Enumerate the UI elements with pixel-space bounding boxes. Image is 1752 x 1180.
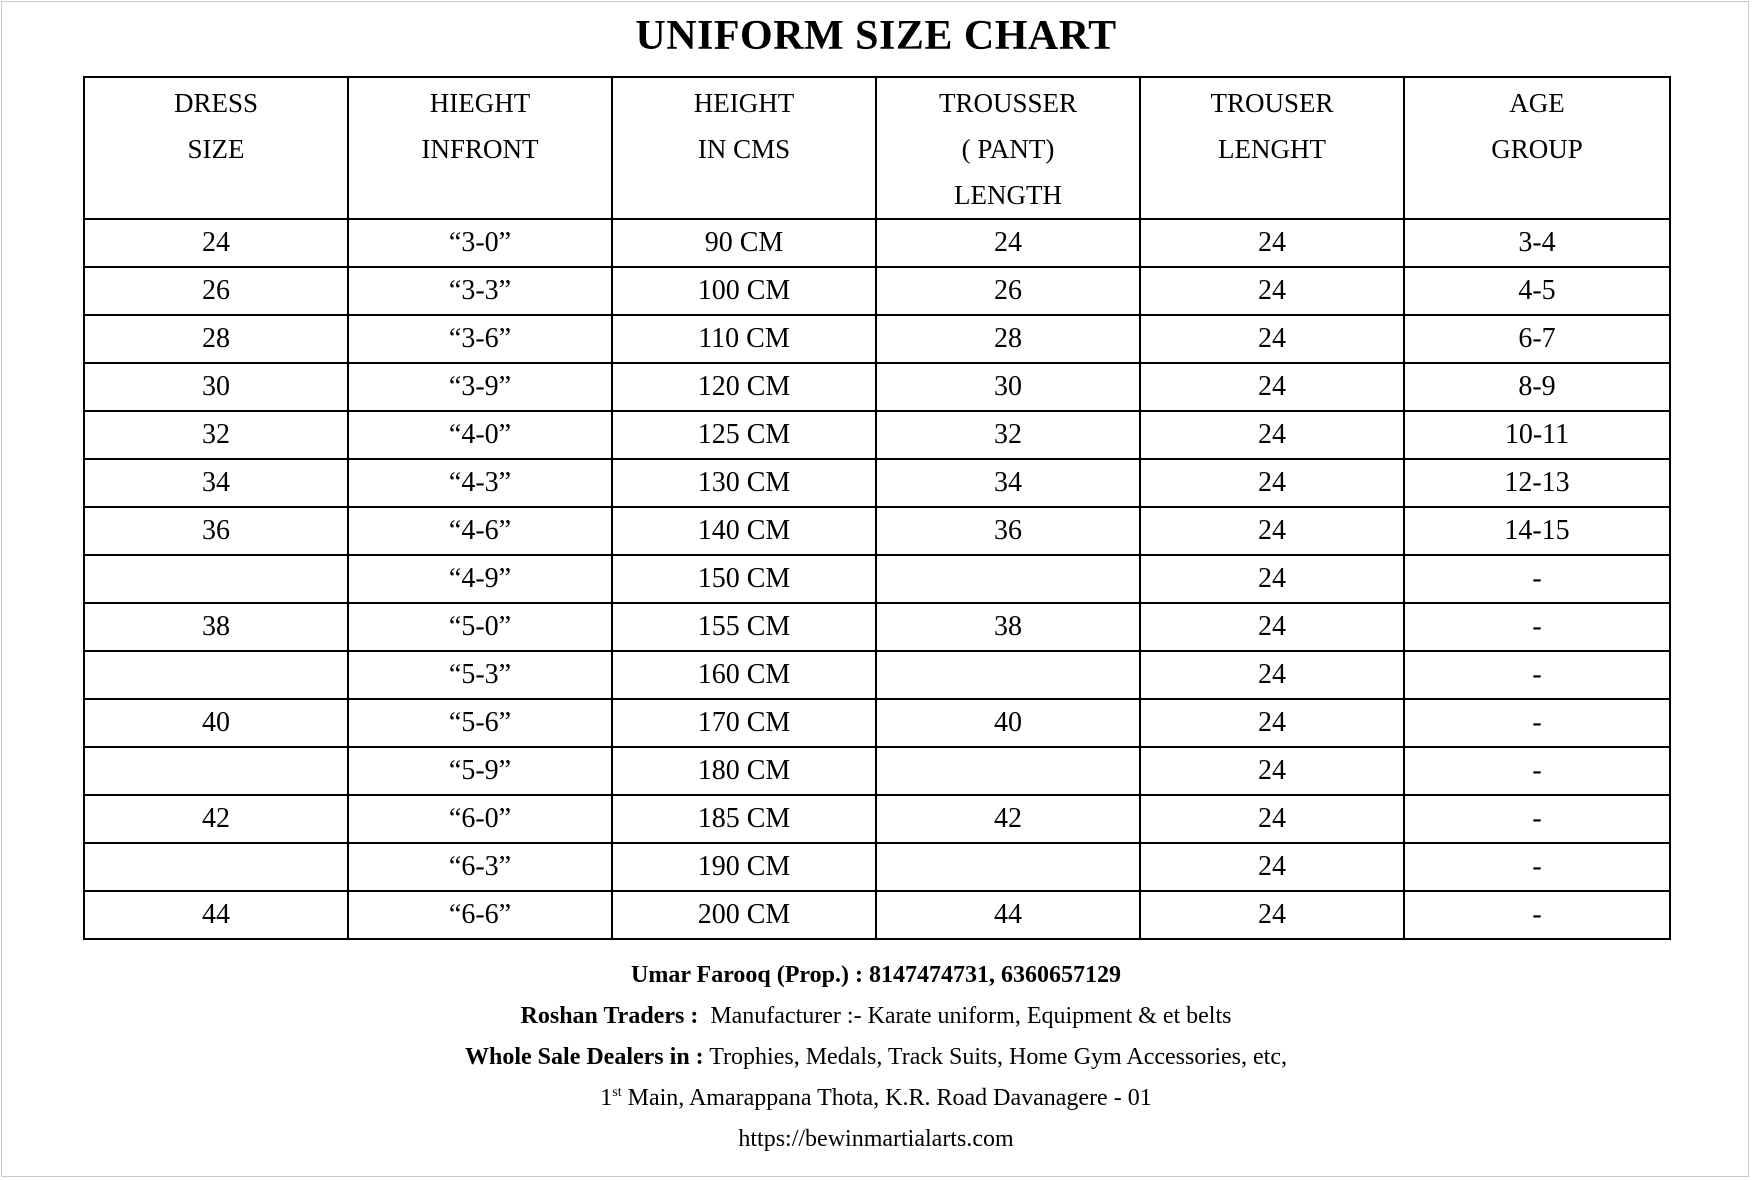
contact-footer: [0, 955, 1752, 1160]
table-row: [84, 603, 1670, 651]
table-row: [84, 651, 1670, 699]
table-row: [84, 699, 1670, 747]
table-cell: 32: [876, 411, 1140, 459]
column-header-line: INFRONT: [421, 134, 539, 164]
table-cell: 130 CM: [612, 459, 876, 507]
table-cell: 24: [1140, 315, 1404, 363]
table-cell: “6-3”: [348, 843, 612, 891]
table-cell: “3-3”: [348, 267, 612, 315]
table-cell: 24: [1140, 843, 1404, 891]
dealers-label: Whole Sale Dealers in :: [465, 1044, 704, 1070]
table-cell: 44: [876, 891, 1140, 939]
table-cell: 40: [876, 699, 1140, 747]
table-cell: “4-0”: [348, 411, 612, 459]
table-cell: 24: [1140, 411, 1404, 459]
table-cell: 36: [876, 507, 1140, 555]
proprietor-contact: Umar Farooq (Prop.) : 8147474731, 6360657129: [631, 962, 1121, 988]
table-cell: [84, 747, 348, 795]
table-cell: 6-7: [1404, 315, 1670, 363]
table-row: [84, 795, 1670, 843]
table-cell: 42: [84, 795, 348, 843]
table-cell: 28: [876, 315, 1140, 363]
table-cell: “3-6”: [348, 315, 612, 363]
table-cell: 24: [1140, 507, 1404, 555]
column-header-line: IN CMS: [697, 134, 791, 164]
table-cell: 3-4: [1404, 219, 1670, 267]
table-cell: 30: [84, 363, 348, 411]
proprietor-line: [0, 955, 1752, 996]
page-title: UNIFORM SIZE CHART: [635, 13, 1117, 59]
table-cell: [876, 843, 1140, 891]
column-header-line: TROUSSER: [938, 88, 1078, 118]
table-cell: -: [1404, 699, 1670, 747]
table-row: [84, 507, 1670, 555]
table-cell: “6-0”: [348, 795, 612, 843]
table-cell: “5-3”: [348, 651, 612, 699]
table-row: [84, 267, 1670, 315]
table-cell: 24: [1140, 459, 1404, 507]
table-cell: 34: [84, 459, 348, 507]
table-cell: 150 CM: [612, 555, 876, 603]
table-cell: 24: [876, 219, 1140, 267]
dealers-items: Trophies, Medals, Track Suits, Home Gym Accessories, etc,: [709, 1044, 1287, 1070]
table-cell: 160 CM: [612, 651, 876, 699]
table-cell: 26: [876, 267, 1140, 315]
table-header-row: [84, 77, 1670, 219]
table-cell: -: [1404, 603, 1670, 651]
table-cell: 12-13: [1404, 459, 1670, 507]
column-header-line: DRESS: [173, 88, 259, 118]
table-cell: “3-0”: [348, 219, 612, 267]
table-cell: 14-15: [1404, 507, 1670, 555]
table-row: [84, 891, 1670, 939]
table-body: [84, 219, 1670, 939]
table-cell: 24: [1140, 219, 1404, 267]
table-cell: 100 CM: [612, 267, 876, 315]
table-cell: [84, 843, 348, 891]
table-cell: 38: [84, 603, 348, 651]
table-row: [84, 555, 1670, 603]
table-cell: [876, 555, 1140, 603]
table-cell: 190 CM: [612, 843, 876, 891]
table-cell: 110 CM: [612, 315, 876, 363]
address-text: Main, Amarappana Thota, K.R. Road Davanagere - 01: [627, 1085, 1152, 1111]
table-cell: 34: [876, 459, 1140, 507]
table-cell: 90 CM: [612, 219, 876, 267]
table-row: [84, 219, 1670, 267]
table-cell: [876, 747, 1140, 795]
table-cell: 42: [876, 795, 1140, 843]
table-row: [84, 315, 1670, 363]
table-cell: 120 CM: [612, 363, 876, 411]
table-cell: “4-6”: [348, 507, 612, 555]
website-line: [0, 1119, 1752, 1160]
table-cell: 24: [1140, 555, 1404, 603]
table-cell: “4-9”: [348, 555, 612, 603]
table-cell: “6-6”: [348, 891, 612, 939]
table-cell: [876, 651, 1140, 699]
column-header: [612, 77, 876, 219]
table-cell: 10-11: [1404, 411, 1670, 459]
table-cell: 24: [1140, 363, 1404, 411]
table-cell: 4-5: [1404, 267, 1670, 315]
company-line: [0, 996, 1752, 1037]
table-cell: 200 CM: [612, 891, 876, 939]
address-number: 1: [600, 1085, 613, 1111]
column-header: [84, 77, 348, 219]
table-cell: 140 CM: [612, 507, 876, 555]
table-row: [84, 459, 1670, 507]
table-cell: -: [1404, 747, 1670, 795]
table-cell: -: [1404, 891, 1670, 939]
table-cell: 26: [84, 267, 348, 315]
table-cell: 125 CM: [612, 411, 876, 459]
table-cell: -: [1404, 651, 1670, 699]
table-row: [84, 411, 1670, 459]
column-header: [1404, 77, 1670, 219]
table-cell: 24: [1140, 651, 1404, 699]
table-cell: 24: [1140, 603, 1404, 651]
table-cell: 30: [876, 363, 1140, 411]
table-cell: “3-9”: [348, 363, 612, 411]
table-cell: “5-9”: [348, 747, 612, 795]
column-header-line: TROUSER: [1210, 88, 1334, 118]
column-header-line: ( PANT): [961, 134, 1055, 164]
table-cell: 40: [84, 699, 348, 747]
table-cell: 155 CM: [612, 603, 876, 651]
table-row: [84, 363, 1670, 411]
table-cell: 28: [84, 315, 348, 363]
table-cell: 8-9: [1404, 363, 1670, 411]
address-ordinal: st: [612, 1085, 622, 1100]
table-cell: 32: [84, 411, 348, 459]
table-row: [84, 747, 1670, 795]
column-header-line: LENGHT: [1218, 134, 1326, 164]
size-chart-table: [83, 76, 1671, 940]
table-cell: 36: [84, 507, 348, 555]
table-row: [84, 843, 1670, 891]
column-header-line: HIEGHT: [429, 88, 531, 118]
column-header-line: AGE: [1509, 88, 1565, 118]
table-cell: 170 CM: [612, 699, 876, 747]
column-header: [1140, 77, 1404, 219]
table-cell: “4-3”: [348, 459, 612, 507]
column-header-line: LENGTH: [954, 180, 1062, 210]
table-cell: “5-6”: [348, 699, 612, 747]
table-cell: “5-0”: [348, 603, 612, 651]
table-cell: 24: [1140, 699, 1404, 747]
table-cell: -: [1404, 795, 1670, 843]
table-cell: 44: [84, 891, 348, 939]
column-header-line: GROUP: [1491, 134, 1583, 164]
website-link[interactable]: https://bewinmartialarts.com: [738, 1126, 1014, 1152]
table-cell: 24: [1140, 795, 1404, 843]
address-line: [0, 1078, 1752, 1119]
dealers-line: [0, 1037, 1752, 1078]
company-description: Manufacturer :- Karate uniform, Equipment & et belts: [710, 1003, 1232, 1029]
column-header: [348, 77, 612, 219]
company-name: Roshan Traders :: [520, 1003, 699, 1029]
column-header: [876, 77, 1140, 219]
column-header-line: SIZE: [187, 134, 245, 164]
table-cell: 24: [1140, 747, 1404, 795]
column-header-line: HEIGHT: [693, 88, 795, 118]
table-cell: 180 CM: [612, 747, 876, 795]
table-cell: -: [1404, 555, 1670, 603]
table-cell: 24: [84, 219, 348, 267]
table-cell: [84, 555, 348, 603]
table-cell: -: [1404, 843, 1670, 891]
table-cell: 38: [876, 603, 1140, 651]
table-cell: [84, 651, 348, 699]
table-cell: 24: [1140, 267, 1404, 315]
table-cell: 185 CM: [612, 795, 876, 843]
table-cell: 24: [1140, 891, 1404, 939]
